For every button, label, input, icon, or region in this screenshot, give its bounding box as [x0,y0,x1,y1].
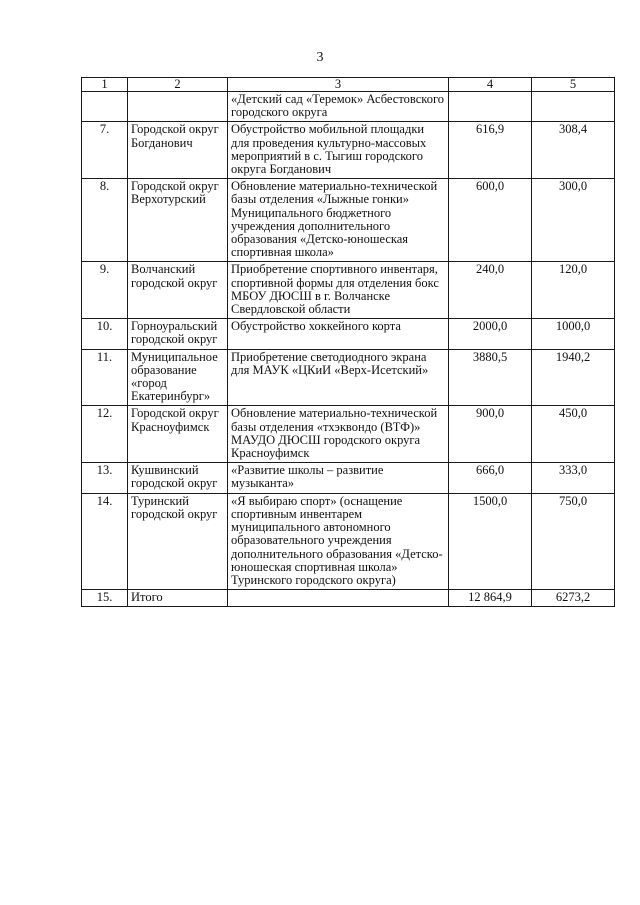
project-description: «Развитие школы – развитие музыканта» [228,463,449,493]
header-cell-3: 3 [228,78,449,92]
amount-subsidy: 300,0 [532,179,615,262]
amount-subsidy: 1940,2 [532,349,615,406]
row-number: 10. [82,319,128,349]
row-number: 11. [82,349,128,406]
total-subsidy: 6273,2 [532,590,615,607]
row-number: 9. [82,262,128,319]
amount-subsidy: 1000,0 [532,319,615,349]
municipality-name: Городской округ Красноуфимск [128,406,228,463]
total-label: Итого [128,590,228,607]
amount-subsidy: 333,0 [532,463,615,493]
project-description: Обновление материально-технической базы отделения «Лыжные гонки» Муниципального бюджетного учреждения дополнительного образования «Детско-юношеская спортивная школа» [228,179,449,262]
page-number: 3 [316,50,324,65]
row-number [82,92,128,122]
project-description: Обустройство хоккейного корта [228,319,449,349]
amount-subsidy: 120,0 [532,262,615,319]
amount-subsidy: 308,4 [532,122,615,179]
total-description [228,590,449,607]
table-row [82,179,615,262]
total-row [82,590,615,607]
table-row [82,463,615,493]
amount-subsidy: 750,0 [532,493,615,589]
amount-subsidy: 450,0 [532,406,615,463]
municipality-name: Муниципальное образование «город Екатеринбург» [128,349,228,406]
row-number: 7. [82,122,128,179]
amount-total: 900,0 [449,406,532,463]
municipality-name [128,92,228,122]
amount-total: 2000,0 [449,319,532,349]
row-number: 13. [82,463,128,493]
municipality-name: Городской округ Богданович [128,122,228,179]
amount-total: 666,0 [449,463,532,493]
project-description: Приобретение спортивного инвентаря, спортивной формы для отделения бокс МБОУ ДЮСШ в г. Волчанске Свердловской области [228,262,449,319]
project-description: «Детский сад «Теремок» Асбестовского городского округа [228,92,449,122]
row-number: 12. [82,406,128,463]
total-amount: 12 864,9 [449,590,532,607]
municipality-name: Туринский городской округ [128,493,228,589]
amount-subsidy [532,92,615,122]
table-header-row [82,78,615,92]
header-cell-4: 4 [449,78,532,92]
project-description: «Я выбираю спорт» (оснащение спортивным инвентарем муниципального автономного образовательного учреждения дополнительного образования «Детско-юношеская спортивная школа» Туринского городского округа) [228,493,449,589]
table-row [82,319,615,349]
funding-table [81,77,615,607]
amount-total [449,92,532,122]
row-number: 14. [82,493,128,589]
amount-total: 600,0 [449,179,532,262]
table-row [82,493,615,589]
project-description: Обустройство мобильной площадки для проведения культурно-массовых мероприятий в с. Тыгиш городского округа Богданович [228,122,449,179]
amount-total: 240,0 [449,262,532,319]
project-description: Приобретение светодиодного экрана для МАУК «ЦКиИ «Верх-Исетский» [228,349,449,406]
table-row [82,92,615,122]
header-cell-5: 5 [532,78,615,92]
row-number: 8. [82,179,128,262]
row-number: 15. [82,590,128,607]
project-description: Обновление материально-технической базы отделения «тхэквондо (ВТФ)» МАУДО ДЮСШ городского округа Красноуфимск [228,406,449,463]
table-row [82,349,615,406]
municipality-name: Горноуральский городской округ [128,319,228,349]
header-cell-1: 1 [82,78,128,92]
municipality-name: Городской округ Верхотурский [128,179,228,262]
amount-total: 1500,0 [449,493,532,589]
table-row [82,262,615,319]
municipality-name: Волчанский городской округ [128,262,228,319]
table-row [82,406,615,463]
header-cell-2: 2 [128,78,228,92]
amount-total: 3880,5 [449,349,532,406]
table-row [82,122,615,179]
amount-total: 616,9 [449,122,532,179]
municipality-name: Кушвинский городской округ [128,463,228,493]
